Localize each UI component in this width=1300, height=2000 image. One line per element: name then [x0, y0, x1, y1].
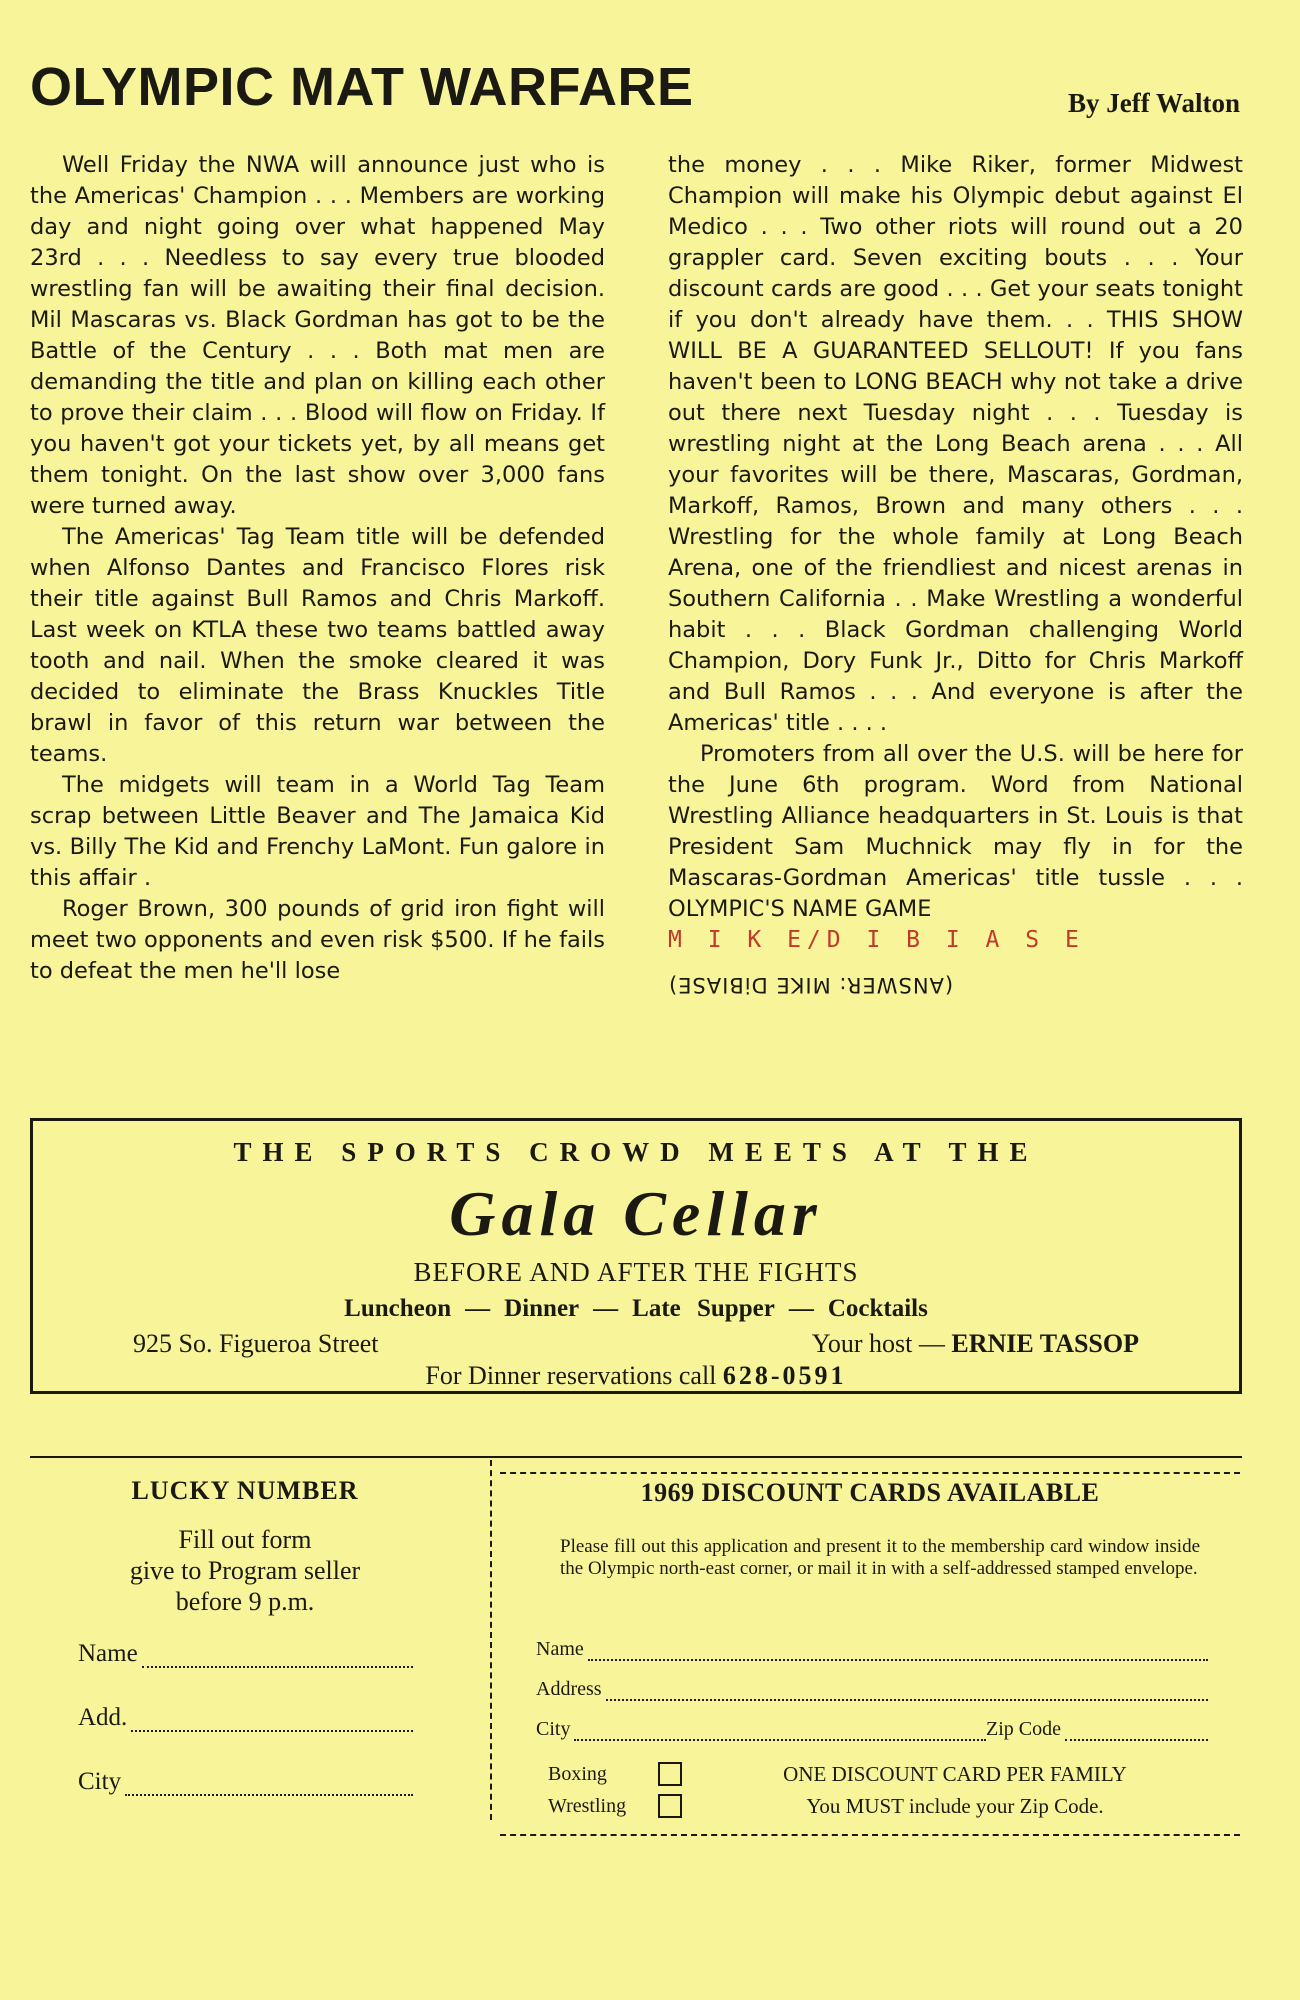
ad-tagline: THE SPORTS CROWD MEETS AT THE	[233, 1137, 1039, 1167]
boxing-option[interactable]	[548, 1758, 682, 1790]
lucky-number-form	[30, 1476, 460, 1617]
discount-policy	[720, 1758, 1190, 1822]
ad-address: 925 So. Figueroa Street	[133, 1329, 379, 1358]
ad-reservations-label: For Dinner reservations call	[425, 1361, 717, 1390]
field-label: City	[78, 1768, 122, 1795]
ad-host-name: ERNIE TASSOP	[951, 1329, 1139, 1358]
paragraph: the money . . . Mike Riker, former Midwest Champion will make his Olympic debut against El Medico . . . Two other riots will round out a 20 grappler card. Seven exciting bouts . . . Your discount cards are good . . . Get your seats tonight if you don't already have them. . . THIS SHOW WILL BE A GUARANTEED SELLOUT! If you fans haven't been to LONG BEACH why not take a drive out there next Tuesday night . . . Tuesday is wrestling night at the Long Beach arena . . . All your favorites will be there, Mascaras, Gordman, Markoff, Ramos, Brown and many others . . . Wrestling for the whole family at Long Beach Arena, one of the friendliest and nicest arenas in Southern California . . Make Wrestling a wonderful habit . . . Black Gordman challenging World Champion, Dory Funk Jr., Ditto for Chris Markoff and Bull Ramos . . . And everyone is after the Americas' title . . . .	[668, 152, 1243, 736]
discount-city-field[interactable]	[536, 1718, 986, 1741]
interest-checkboxes	[548, 1758, 682, 1822]
instruction-line: before 9 p.m.	[175, 1587, 315, 1616]
article-right-column	[668, 150, 1243, 1000]
field-label: City	[536, 1718, 571, 1740]
article-title: OLYMPIC MAT WARFARE	[30, 57, 694, 117]
cutout-rule-bottom	[500, 1834, 1240, 1836]
ad-phone: 628-0591	[722, 1361, 847, 1390]
service-item: Luncheon	[344, 1295, 452, 1322]
name-game-answer-handwritten: M I K E/D I B I A S E	[668, 927, 1085, 953]
wrestling-option[interactable]	[548, 1790, 682, 1822]
boxing-checkbox[interactable]	[658, 1762, 682, 1786]
policy-line: ONE DISCOUNT CARD PER FAMILY	[783, 1762, 1127, 1786]
ad-host	[812, 1329, 1139, 1359]
ad-subtitle: BEFORE AND AFTER THE FIGHTS	[413, 1257, 859, 1287]
instruction-line: give to Program seller	[129, 1556, 361, 1585]
instruction-line: Fill out form	[178, 1525, 312, 1554]
discount-instructions: Please fill out this application and present it to the membership card window inside the Olympic north-east corner, or mail it in with a self-addressed stamped envelope.	[560, 1536, 1200, 1579]
service-item: Cocktails	[827, 1295, 928, 1322]
ad-host-label: Your host —	[811, 1329, 945, 1358]
paragraph: Promoters from all over the U.S. will be here for the June 6th program. Word from National Wrestling Alliance headquarters in St. Louis is that President Sam Muchnick may fly in for the Mascaras-Gordman Americas' title tussle . . . OLYMPIC'S NAME GAME	[668, 741, 1243, 922]
ad-restaurant-name: Gala Cellar	[449, 1178, 823, 1249]
article-left-column	[30, 150, 605, 987]
paragraph: The Americas' Tag Team title will be defended when Alfonso Dantes and Francisco Flores risk their title against Bull Ramos and Chris Markoff. Last week on KTLA these two teams battled away tooth and nail. When the smoke cleared it was decided to eliminate the Brass Knuckles Title brawl in favor of this return war between the teams.	[30, 524, 605, 767]
field-label: Zip Code	[986, 1718, 1061, 1740]
byline: By Jeff Walton	[1067, 88, 1240, 118]
service-item: Late Supper	[632, 1295, 775, 1322]
paragraph: Roger Brown, 300 pounds of grid iron fight will meet two opponents and even risk $500. If he fails to defeat the men he'll lose	[30, 896, 605, 984]
field-label: Name	[536, 1638, 584, 1660]
name-game-answer-upside-down: (ANSWER: MIKE DiBIASE)	[668, 973, 954, 997]
cutout-rule-top	[500, 1472, 1240, 1474]
policy-line: You MUST include your Zip Code.	[806, 1794, 1104, 1818]
paragraph: Well Friday the NWA will announce just who is the Americas' Champion . . . Members are working day and night going over what happened May 23rd . . . Needless to say every true blooded wrestling fan will be awaiting their final decision. Mil Mascaras vs. Black Gordman has got to be the Battle of the Century . . . Both mat men are demanding the title and plan on killing each other to prove their claim . . . Blood will flow on Friday. If you haven't got your tickets yet, by all means get them tonight. On the last show over 3,000 fans were turned away.	[30, 152, 605, 519]
discount-name-field[interactable]	[536, 1638, 1208, 1661]
wrestling-checkbox[interactable]	[658, 1794, 682, 1818]
service-item: Dinner	[504, 1295, 580, 1322]
ad-reservations	[33, 1361, 1239, 1391]
lucky-number-title: LUCKY NUMBER	[131, 1476, 359, 1505]
field-label: Address	[536, 1678, 602, 1700]
ad-services: Luncheon — Dinner — Late Supper — Cocktails	[344, 1295, 928, 1322]
lucky-number-instructions	[30, 1524, 460, 1617]
option-label: Boxing	[548, 1762, 607, 1785]
lucky-name-field[interactable]	[78, 1640, 413, 1668]
discount-card-form	[520, 1478, 1220, 1580]
paragraph: The midgets will team in a World Tag Team scrap between Little Beaver and The Jamaica Kid vs. Billy The Kid and Frenchy LaMont. Fun galore in this affair .	[30, 772, 605, 891]
discount-address-field[interactable]	[536, 1678, 1208, 1701]
option-label: Wrestling	[548, 1794, 627, 1817]
form-top-rule	[30, 1456, 1242, 1458]
lucky-address-field[interactable]	[78, 1704, 413, 1732]
form-divider	[490, 1460, 492, 1820]
lucky-city-field[interactable]	[78, 1768, 413, 1796]
discount-zip-field[interactable]	[986, 1718, 1208, 1741]
discount-title: 1969 DISCOUNT CARDS AVAILABLE	[640, 1478, 1100, 1507]
field-label: Name	[78, 1640, 138, 1667]
field-label: Add.	[78, 1704, 128, 1731]
gala-cellar-ad	[30, 1118, 1242, 1394]
